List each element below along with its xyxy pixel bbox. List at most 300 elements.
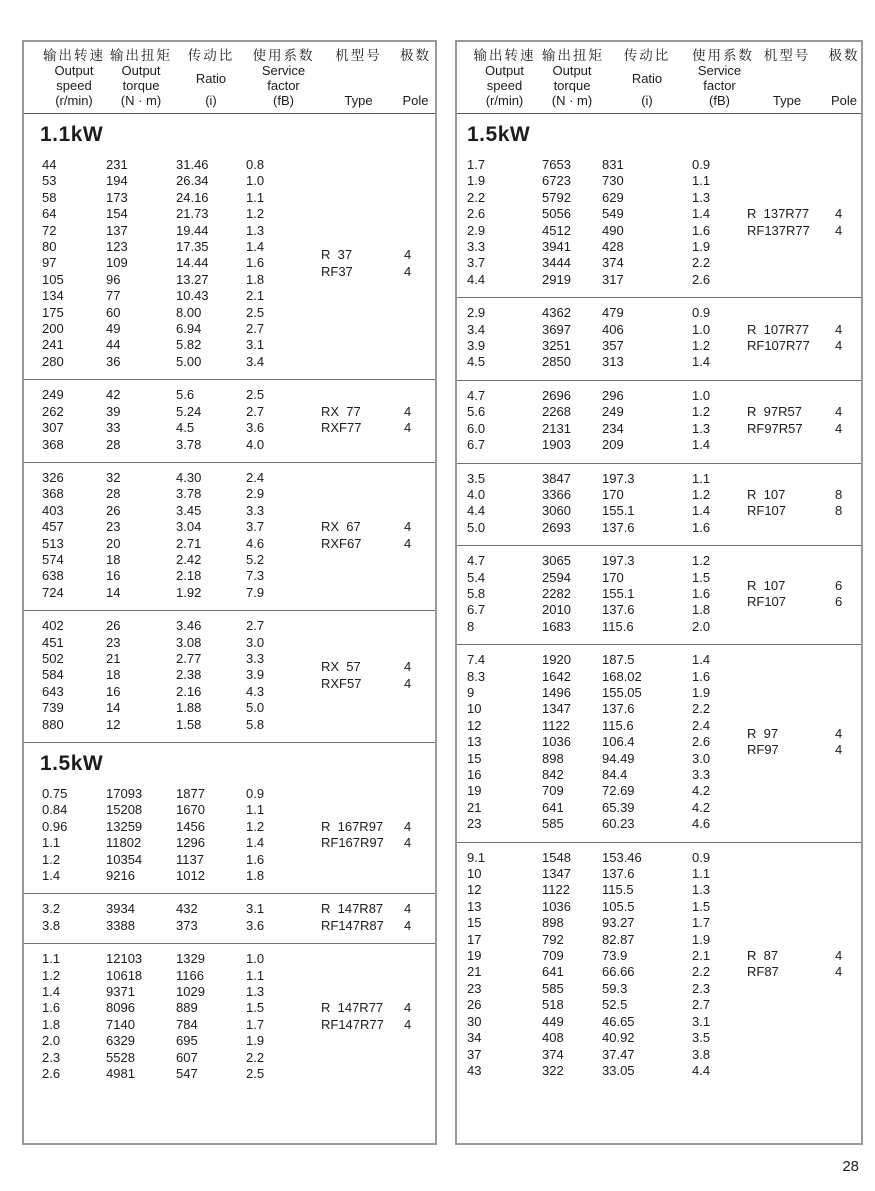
cell-output-torque: 10618 [106, 967, 143, 983]
header-cell-ratio [602, 48, 692, 108]
cell-ratio: 2.77 [176, 650, 202, 666]
header-label-en-line: Ratio [195, 70, 227, 86]
type-label: R 147R87 [321, 901, 384, 917]
header-label-en-line: torque [122, 78, 160, 93]
header-unit: (fB) [273, 93, 294, 108]
type-label: RF87 [747, 964, 779, 980]
type-labels [747, 388, 827, 454]
cell-service-factor: 2.2 [692, 964, 711, 980]
header-unit: (r/min) [485, 93, 524, 108]
cell-output-torque: 44 [106, 337, 121, 353]
type-labels [747, 471, 827, 537]
cell-output-torque: 9216 [106, 868, 135, 884]
cell-output-speed: 1.1 [42, 835, 61, 851]
cell-output-speed: 3.3 [467, 239, 486, 255]
header-cell-output-speed [467, 48, 542, 108]
header-label-en [42, 63, 106, 93]
header-cell-service-factor [246, 48, 321, 108]
cell-output-speed: 134 [42, 288, 64, 304]
cell-ratio: 1166 [176, 967, 204, 983]
header-cell-service-factor [692, 48, 754, 108]
cell-output-torque: 3847 [542, 470, 571, 486]
cell-service-factor: 2.4 [692, 717, 711, 733]
cell-service-factor: 1.2 [692, 553, 711, 569]
cell-service-factor: 1.8 [246, 868, 265, 884]
pole-value: 4 [835, 404, 843, 420]
cell-output-speed: 15 [467, 915, 482, 931]
header-unit: Pole [830, 93, 858, 108]
cell-output-torque: 20 [106, 535, 121, 551]
cell-output-speed: 7.4 [467, 652, 486, 668]
type-label: RF167R97 [321, 835, 384, 851]
cell-ratio: 115.6 [602, 717, 634, 733]
cell-service-factor: 1.3 [246, 222, 265, 238]
pole-value: 4 [404, 535, 412, 551]
cell-output-torque: 77 [106, 288, 121, 304]
cell-output-torque: 32 [106, 469, 121, 485]
cell-output-speed: 739 [42, 700, 64, 716]
power-section [24, 114, 435, 742]
cell-output-torque: 17093 [106, 786, 143, 801]
header-cell-output-speed [42, 48, 106, 108]
cell-ratio: 33.05 [602, 1062, 635, 1078]
cell-output-speed: 105 [42, 271, 64, 287]
spec-block [24, 610, 435, 742]
cell-output-torque: 123 [106, 239, 128, 255]
cell-service-factor: 3.6 [246, 917, 265, 933]
type-label: RX 57 [321, 659, 361, 675]
cell-service-factor: 2.0 [692, 618, 711, 634]
cell-output-speed: 17 [467, 931, 482, 947]
cell-service-factor: 0.9 [692, 157, 711, 172]
cell-output-speed: 37 [467, 1046, 482, 1062]
header-cell-output-torque [106, 48, 176, 108]
cell-output-torque: 18 [106, 667, 121, 683]
cell-output-speed: 502 [42, 650, 64, 666]
cell-service-factor: 1.5 [692, 898, 711, 914]
cell-output-speed: 4.4 [467, 503, 486, 519]
cell-output-torque: 1548 [542, 849, 571, 865]
cell-output-torque: 792 [542, 931, 564, 947]
cell-service-factor: 1.6 [692, 668, 711, 684]
cell-output-speed: 368 [42, 436, 64, 452]
spec-block [457, 545, 861, 644]
cell-output-speed: 1.1 [42, 951, 61, 967]
cell-output-speed: 8.3 [467, 668, 486, 684]
cell-service-factor: 0.9 [692, 305, 711, 321]
cell-ratio: 137.6 [602, 519, 635, 535]
cell-service-factor: 1.1 [692, 866, 711, 882]
cell-output-speed: 643 [42, 683, 64, 699]
cell-ratio: 106.4 [602, 734, 635, 750]
pole-value: 4 [835, 725, 843, 741]
cell-service-factor: 1.9 [692, 239, 711, 255]
cell-service-factor: 2.6 [692, 271, 711, 287]
pole-value: 6 [835, 594, 843, 610]
header-label-en-line: Output [484, 63, 525, 78]
type-label: R 107 [747, 486, 786, 502]
cell-output-torque: 231 [106, 157, 128, 172]
pole-value: 4 [404, 519, 412, 535]
spec-block [24, 779, 435, 893]
cell-service-factor: 2.7 [246, 618, 265, 634]
cell-output-torque: 109 [106, 255, 128, 271]
cell-service-factor: 1.4 [692, 503, 711, 519]
cell-ratio: 93.27 [602, 915, 635, 931]
header-label-en [467, 63, 542, 93]
cell-ratio: 4.30 [176, 469, 202, 485]
cell-service-factor: 3.0 [692, 750, 711, 766]
cell-output-torque: 3366 [542, 486, 571, 502]
cell-output-speed: 1.2 [42, 851, 61, 867]
cell-output-speed: 3.8 [42, 917, 61, 933]
cell-output-torque: 60 [106, 304, 121, 320]
header-cell-type [321, 48, 396, 108]
cell-ratio: 37.47 [602, 1046, 635, 1062]
cell-output-speed: 2.9 [467, 305, 486, 321]
cell-output-torque: 2594 [542, 569, 571, 585]
cell-service-factor: 3.3 [692, 767, 711, 782]
cell-output-torque: 14 [106, 584, 121, 600]
cell-ratio: 547 [176, 1066, 198, 1082]
cell-ratio: 1456 [176, 818, 205, 834]
cell-output-speed: 10 [467, 701, 482, 717]
cell-service-factor: 1.2 [246, 206, 265, 222]
cell-service-factor: 1.1 [246, 967, 265, 983]
type-labels [747, 553, 827, 635]
cell-output-speed: 6.7 [467, 602, 486, 618]
pole-value: 4 [835, 321, 843, 337]
cell-service-factor: 2.5 [246, 304, 265, 320]
cell-output-speed: 4.5 [467, 354, 486, 370]
cell-service-factor: 1.1 [246, 802, 265, 818]
cell-service-factor: 3.0 [246, 634, 265, 650]
cell-output-torque: 1122 [542, 717, 570, 733]
cell-output-speed: 4.7 [467, 553, 486, 569]
cell-service-factor: 1.0 [246, 173, 265, 189]
cell-service-factor: 2.3 [692, 980, 711, 996]
type-label: R 87 [747, 948, 779, 964]
cell-service-factor: 2.2 [692, 701, 711, 717]
cell-output-torque: 26 [106, 502, 121, 518]
header-cell-ratio [176, 48, 246, 108]
cell-output-speed: 0.84 [42, 802, 68, 818]
cell-output-speed: 97 [42, 255, 57, 271]
cell-ratio: 170 [602, 486, 624, 502]
cell-service-factor: 2.5 [246, 387, 265, 403]
cell-output-torque: 173 [106, 189, 128, 205]
cell-ratio: 94.49 [602, 750, 635, 766]
cell-service-factor: 5.0 [246, 700, 265, 716]
pole-value: 4 [835, 948, 843, 964]
cell-service-factor: 1.4 [692, 652, 711, 668]
cell-ratio: 3.04 [176, 519, 202, 535]
cell-output-speed: 15 [467, 750, 482, 766]
cell-output-speed: 3.9 [467, 338, 486, 354]
cell-ratio: 317 [602, 271, 624, 287]
header-label-en-line: Service [697, 63, 742, 78]
cell-ratio: 2.38 [176, 667, 202, 683]
cell-output-torque: 3388 [106, 917, 135, 933]
cell-output-speed: 5.0 [467, 519, 486, 535]
header-unit: Pole [402, 93, 429, 108]
cell-ratio: 1029 [176, 984, 205, 1000]
section-title: 1.5kW [40, 752, 104, 775]
cell-output-torque: 42 [106, 387, 121, 403]
cell-output-speed: 368 [42, 486, 64, 502]
cell-output-torque: 1122 [542, 882, 570, 898]
cell-ratio: 2.71 [176, 535, 202, 551]
pole-value: 6 [835, 577, 843, 593]
pole-value: 4 [404, 675, 412, 691]
cell-ratio: 831 [602, 157, 624, 172]
cell-output-speed: 1.2 [42, 967, 61, 983]
spec-block [457, 644, 861, 841]
pole-values [396, 618, 435, 733]
cell-ratio: 249 [602, 404, 624, 420]
cell-output-torque: 154 [106, 206, 128, 222]
cell-output-speed: 12 [467, 717, 482, 733]
cell-ratio: 59.3 [602, 980, 628, 996]
cell-output-torque: 1036 [542, 898, 571, 914]
cell-service-factor: 4.3 [246, 683, 265, 699]
pole-values [396, 901, 435, 934]
cell-output-torque: 3697 [542, 321, 571, 337]
cell-output-speed: 451 [42, 634, 64, 650]
header-cell-pole [396, 48, 435, 108]
type-labels [747, 157, 827, 288]
spec-block [457, 150, 861, 297]
cell-ratio: 3.46 [176, 618, 202, 634]
spec-block [457, 380, 861, 463]
type-label: R 167R97 [321, 818, 384, 834]
pole-value: 4 [404, 1000, 412, 1016]
cell-ratio: 197.3 [602, 553, 635, 569]
cell-ratio: 4.5 [176, 420, 195, 436]
cell-service-factor: 1.6 [246, 255, 265, 271]
power-section [457, 114, 861, 1088]
cell-ratio: 52.5 [602, 997, 628, 1013]
cell-service-factor: 1.6 [692, 585, 711, 601]
type-labels [321, 618, 396, 733]
cell-output-speed: 326 [42, 469, 64, 485]
cell-output-torque: 13259 [106, 818, 143, 834]
cell-output-torque: 2693 [542, 519, 571, 535]
cell-output-torque: 449 [542, 1013, 564, 1029]
header-label-en [602, 71, 692, 86]
cell-ratio: 695 [176, 1033, 198, 1049]
cell-output-speed: 2.0 [42, 1033, 61, 1049]
type-label: RXF77 [321, 420, 362, 436]
header-label-en [542, 63, 602, 93]
cell-ratio: 629 [602, 189, 624, 205]
cell-ratio: 137.6 [602, 866, 635, 882]
cell-ratio: 21.73 [176, 206, 209, 222]
spec-block [457, 842, 861, 1089]
header-label-en-line: Ratio [631, 70, 663, 86]
cell-output-torque: 10354 [106, 851, 143, 867]
cell-ratio: 105.5 [602, 898, 635, 914]
cell-output-speed: 44 [42, 157, 57, 172]
cell-ratio: 14.44 [176, 255, 209, 271]
header-label-en-line: factor [267, 78, 300, 93]
cell-ratio: 3.78 [176, 436, 202, 452]
cell-output-speed: 80 [42, 239, 57, 255]
cell-output-torque: 11802 [106, 835, 142, 851]
cell-output-torque: 6723 [542, 173, 571, 189]
cell-service-factor: 0.9 [692, 849, 711, 865]
cell-output-speed: 307 [42, 420, 64, 436]
cell-output-speed: 880 [42, 716, 64, 732]
cell-output-speed: 1.9 [467, 173, 486, 189]
cell-output-speed: 402 [42, 618, 64, 634]
header-label-en-line: Output [54, 63, 94, 78]
cell-output-torque: 1036 [542, 734, 571, 750]
cell-ratio: 373 [176, 917, 198, 933]
cell-output-speed: 72 [42, 222, 57, 238]
cell-ratio: 1012 [176, 868, 205, 884]
cell-service-factor: 3.7 [246, 519, 265, 535]
cell-ratio: 26.34 [176, 173, 209, 189]
cell-output-torque: 33 [106, 420, 121, 436]
pole-value: 4 [835, 222, 843, 238]
cell-ratio: 8.00 [176, 304, 202, 320]
cell-ratio: 209 [602, 437, 624, 453]
cell-service-factor: 4.4 [692, 1062, 711, 1078]
cell-output-torque: 1683 [542, 618, 571, 634]
cell-service-factor: 1.9 [692, 684, 711, 700]
type-labels [747, 652, 827, 832]
cell-ratio: 5.00 [176, 353, 202, 369]
spec-table-right [455, 40, 863, 1145]
cell-output-torque: 898 [542, 750, 564, 766]
cell-output-speed: 64 [42, 206, 57, 222]
cell-output-speed: 3.5 [467, 470, 486, 486]
header-unit: (fB) [709, 93, 730, 108]
header-label-zh: 输出扭矩 [542, 48, 604, 63]
cell-ratio: 1.58 [176, 716, 202, 732]
header-unit: (N · m) [120, 93, 162, 108]
cell-output-torque: 16 [106, 568, 121, 584]
cell-service-factor: 3.1 [692, 1013, 711, 1029]
cell-ratio: 1.92 [176, 584, 202, 600]
cell-ratio: 3.08 [176, 634, 202, 650]
cell-service-factor: 1.0 [246, 951, 265, 967]
cell-output-torque: 1920 [542, 652, 571, 668]
header-unit: (i) [205, 93, 217, 108]
spec-block [24, 893, 435, 943]
type-label: RXF67 [321, 535, 362, 551]
cell-service-factor: 1.4 [692, 437, 711, 453]
type-labels [747, 850, 827, 1080]
cell-output-torque: 7653 [542, 157, 571, 172]
cell-output-speed: 5.4 [467, 569, 486, 585]
cell-ratio: 889 [176, 1000, 198, 1016]
cell-output-speed: 21 [467, 964, 482, 980]
cell-output-speed: 1.4 [42, 868, 61, 884]
cell-output-torque: 23 [106, 634, 121, 650]
cell-output-torque: 898 [542, 915, 564, 931]
cell-output-torque: 1642 [542, 668, 571, 684]
cell-ratio: 432 [176, 901, 198, 917]
type-labels [321, 387, 396, 453]
cell-service-factor: 4.2 [692, 799, 711, 815]
cell-output-torque: 322 [542, 1062, 564, 1078]
cell-ratio: 730 [602, 173, 624, 189]
header-label-zh: 输出扭矩 [110, 48, 172, 63]
cell-ratio: 1296 [176, 835, 205, 851]
spec-block [24, 943, 435, 1091]
pole-value: 4 [404, 659, 412, 675]
cell-service-factor: 2.7 [246, 321, 265, 337]
header-label-en-line: Output [121, 63, 161, 78]
cell-service-factor: 1.3 [692, 420, 711, 436]
cell-ratio: 82.87 [602, 931, 635, 947]
type-label: RF97R57 [747, 420, 803, 436]
cell-output-speed: 513 [42, 535, 64, 551]
cell-service-factor: 3.5 [692, 1030, 711, 1046]
cell-output-torque: 1903 [542, 437, 571, 453]
cell-ratio: 1.88 [176, 700, 202, 716]
cell-output-torque: 39 [106, 403, 121, 419]
type-label: RXF57 [321, 675, 362, 691]
spec-block [24, 150, 435, 379]
cell-output-torque: 641 [542, 964, 564, 980]
cell-output-speed: 5.8 [467, 585, 486, 601]
header-label-zh: 极数 [400, 48, 431, 63]
cell-ratio: 155.1 [602, 585, 635, 601]
pole-value: 4 [404, 1016, 412, 1032]
cell-output-torque: 842 [542, 767, 564, 782]
cell-ratio: 24.16 [176, 189, 209, 205]
cell-service-factor: 0.8 [246, 157, 265, 172]
header-cell-output-torque [542, 48, 602, 108]
cell-service-factor: 1.4 [692, 206, 711, 222]
cell-output-speed: 23 [467, 980, 482, 996]
pole-value: 4 [404, 917, 412, 933]
type-labels [321, 901, 396, 934]
type-label: R 147R77 [321, 1000, 384, 1016]
cell-output-speed: 4.7 [467, 387, 486, 403]
header-label-zh: 传动比 [623, 48, 671, 63]
cell-ratio: 357 [602, 338, 624, 354]
cell-output-speed: 4.4 [467, 271, 486, 287]
cell-ratio: 13.27 [176, 271, 209, 287]
cell-service-factor: 1.2 [246, 818, 265, 834]
cell-service-factor: 0.9 [246, 786, 265, 801]
header-label-zh: 使用系数 [252, 48, 315, 63]
cell-output-speed: 23 [467, 816, 482, 832]
cell-service-factor: 1.6 [692, 519, 711, 535]
cell-ratio: 115.5 [602, 882, 634, 898]
cell-service-factor: 1.6 [692, 222, 711, 238]
type-labels [321, 951, 396, 1082]
cell-output-speed: 200 [42, 321, 64, 337]
cell-ratio: 490 [602, 222, 624, 238]
cell-ratio: 84.4 [602, 767, 628, 782]
pole-value: 8 [835, 486, 843, 502]
cell-output-speed: 280 [42, 353, 64, 369]
cell-ratio: 406 [602, 321, 624, 337]
cell-output-torque: 36 [106, 353, 121, 369]
type-label: RF37 [321, 263, 353, 279]
pole-value: 4 [404, 263, 412, 279]
cell-ratio: 197.3 [602, 470, 635, 486]
cell-service-factor: 1.4 [246, 239, 265, 255]
cell-output-speed: 6.0 [467, 420, 486, 436]
cell-service-factor: 5.2 [246, 551, 265, 567]
header-label-en-line: Output [552, 63, 592, 78]
